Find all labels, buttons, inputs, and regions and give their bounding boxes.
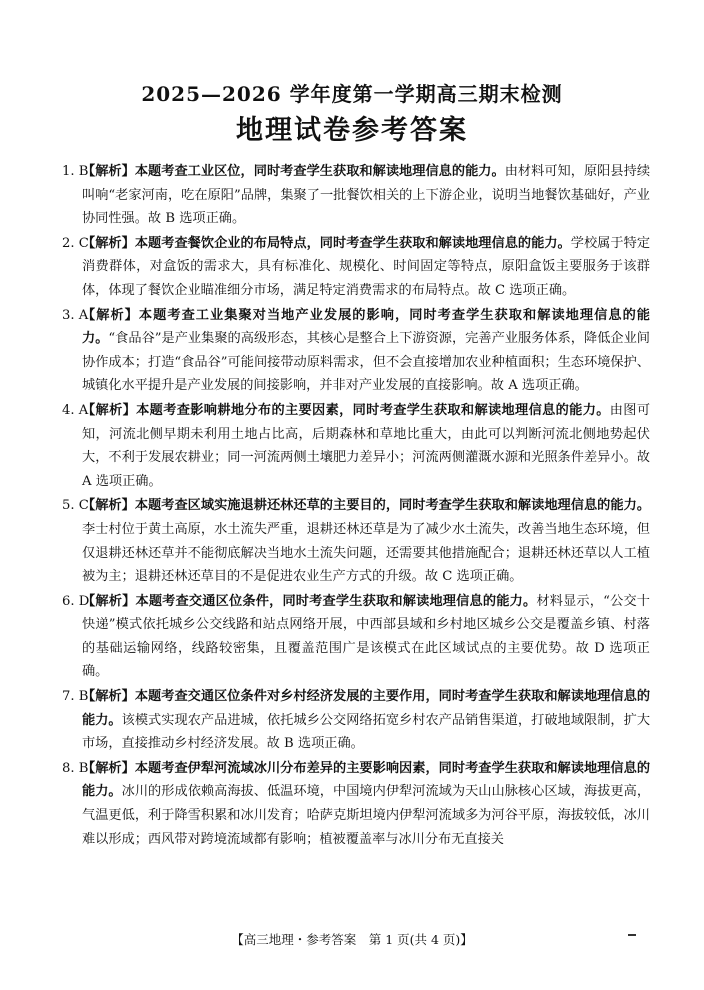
analysis-body: “食品谷”是产业集聚的高级形态，其核心是整合上下游资源，完善产业服务体系，降低企业间协作成本；打造“食品谷”可能间接带动原料需求，但不会直接增加农业种植面积；生态环境保护、城镇化水平提升是产业发展的间接影响，并非对产业发展的直接影响。故 A 选项正确。	[82, 331, 650, 394]
analysis-lead: 本题考查区域实施退耕还林还草的主要目的，同时考查学生获取和解读地理信息的能力。	[134, 498, 651, 514]
answer-item-4	[62, 399, 650, 493]
answer-item-8	[62, 757, 650, 851]
answer-item-6	[62, 590, 650, 684]
page-footer: 【高三地理・参考答案 第 1 页(共 4 页)】	[231, 932, 473, 947]
answer-item-3	[62, 304, 650, 398]
analysis-body: 材料显示，“公交十快递”模式依托城乡公交线路和站点网络开展，中西部县域和乡村地区城乡公交是覆盖乡镇、村落的基础运输网络，线路较密集，且覆盖范围广是该模式在此区域试点的主要优势。故 D 选项正确。	[82, 593, 650, 680]
answer-item-7	[62, 685, 650, 756]
answer-number: 7. B	[62, 689, 89, 705]
analysis-body: 由材料可知，原阳县持续叫响“老家河南，吃在原阳”品牌，集聚了一批餐饮相关的上下游企业，说明当地餐饮基础好，产业协同性强。故 B 选项正确。	[82, 164, 651, 227]
analysis-tag: 【解析】	[82, 402, 137, 418]
answer-item-1	[62, 160, 650, 231]
exam-title: 2025—2026 学年度第一学期高三期末检测	[141, 82, 563, 106]
analysis-lead: 本题考查餐饮企业的布局特点，同时考查学生获取和解读地理信息的能力。	[134, 235, 571, 251]
answer-number: 8. B	[62, 760, 89, 776]
analysis-tag: 【解析】	[82, 498, 135, 514]
analysis-body: 李士村位于黄土高原，水土流失严重，退耕还林还草是为了减少水土流失，改善当地生态环境，但仅退耕还林还草并不能彻底解决当地水土流失问题，还需要其他措施配合；退耕还林还草以人工植被为主；退耕还林还草目的不是促进农业生产方式的升级。故 C 选项正确。	[82, 521, 650, 585]
analysis-lead: 本题考查影响耕地分布的主要因素，同时考查学生获取和解读地理信息的能力。	[136, 402, 610, 418]
analysis-body: 由图可知，河流北侧早期未利用土地占比高，后期森林和草地比重大，由此可以判断河流北侧地势起伏大，不利于发展农耕业；同一河流两侧土壤肥力差异小；河流两侧灌溉水源和光照条件差异小。故 A 选项正确。	[82, 402, 651, 489]
answer-number: 4. A	[62, 402, 89, 418]
analysis-lead: 本题考查伊犁河流域冰川分布差异的主要影响因素，同时考查学生获取和解读地理信息的能力。	[82, 760, 651, 800]
analysis-lead: 本题考查工业集聚对当地产业发展的影响，同时考查学生获取和解读地理信息的能力。	[82, 307, 650, 347]
answer-list	[62, 160, 650, 852]
answer-number: 2. C	[62, 235, 89, 251]
answer-key-title: 地理试卷参考答案	[236, 115, 468, 146]
answer-number: 1. B	[62, 164, 89, 179]
answer-item-5	[62, 494, 650, 588]
analysis-body: 冰川的形成依赖高海拔、低温环境，中国境内伊犁河流域为天山山脉核心区域，海拔更高，气温更低，利于降雪积累和冰川发育；哈萨克斯坦境内伊犁河流域多为河谷平原，海拔较低，冰川难以形成；西风带对跨境流域都有影响；植被覆盖率与冰川分布无直接关	[82, 784, 651, 847]
analysis-lead: 本题考查工业区位，同时考查学生获取和解读地理信息的能力。	[134, 164, 505, 179]
analysis-tag: 【解析】	[82, 760, 135, 776]
analysis-tag: 【解析】	[82, 235, 135, 251]
analysis-tag: 【解析】	[82, 689, 135, 705]
analysis-body: 学校属于特定消费群体，对盒饭的需求大，具有标准化、规模化、时间固定等特点，原阳盒饭主要服务于该群体，体现了餐饮企业瞄准细分市场，满足特定消费需求的布局特点。故 C 选项正确。	[82, 235, 651, 298]
answer-item-2	[62, 232, 650, 303]
analysis-body: 该模式实现农产品进城，依托城乡公交网络拓宽乡村农产品销售渠道，打破地域限制，扩大市场，直接推动乡村经济发展。故 B 选项正确。	[82, 712, 651, 752]
answer-number: 5. C	[62, 498, 89, 514]
analysis-tag: 【解析】	[82, 164, 135, 179]
analysis-tag: 【解析】	[82, 593, 136, 609]
analysis-lead: 本题考查交通区位条件对乡村经济发展的主要作用，同时考查学生获取和解读地理信息的能力。	[82, 689, 651, 728]
answer-number: 6. D	[62, 593, 90, 609]
analysis-lead: 本题考查交通区位条件，同时考查学生获取和解读地理信息的能力。	[135, 593, 537, 609]
answer-number: 3. A	[62, 307, 89, 323]
analysis-tag: 【解析】	[82, 307, 139, 323]
corner-mark	[628, 934, 636, 936]
